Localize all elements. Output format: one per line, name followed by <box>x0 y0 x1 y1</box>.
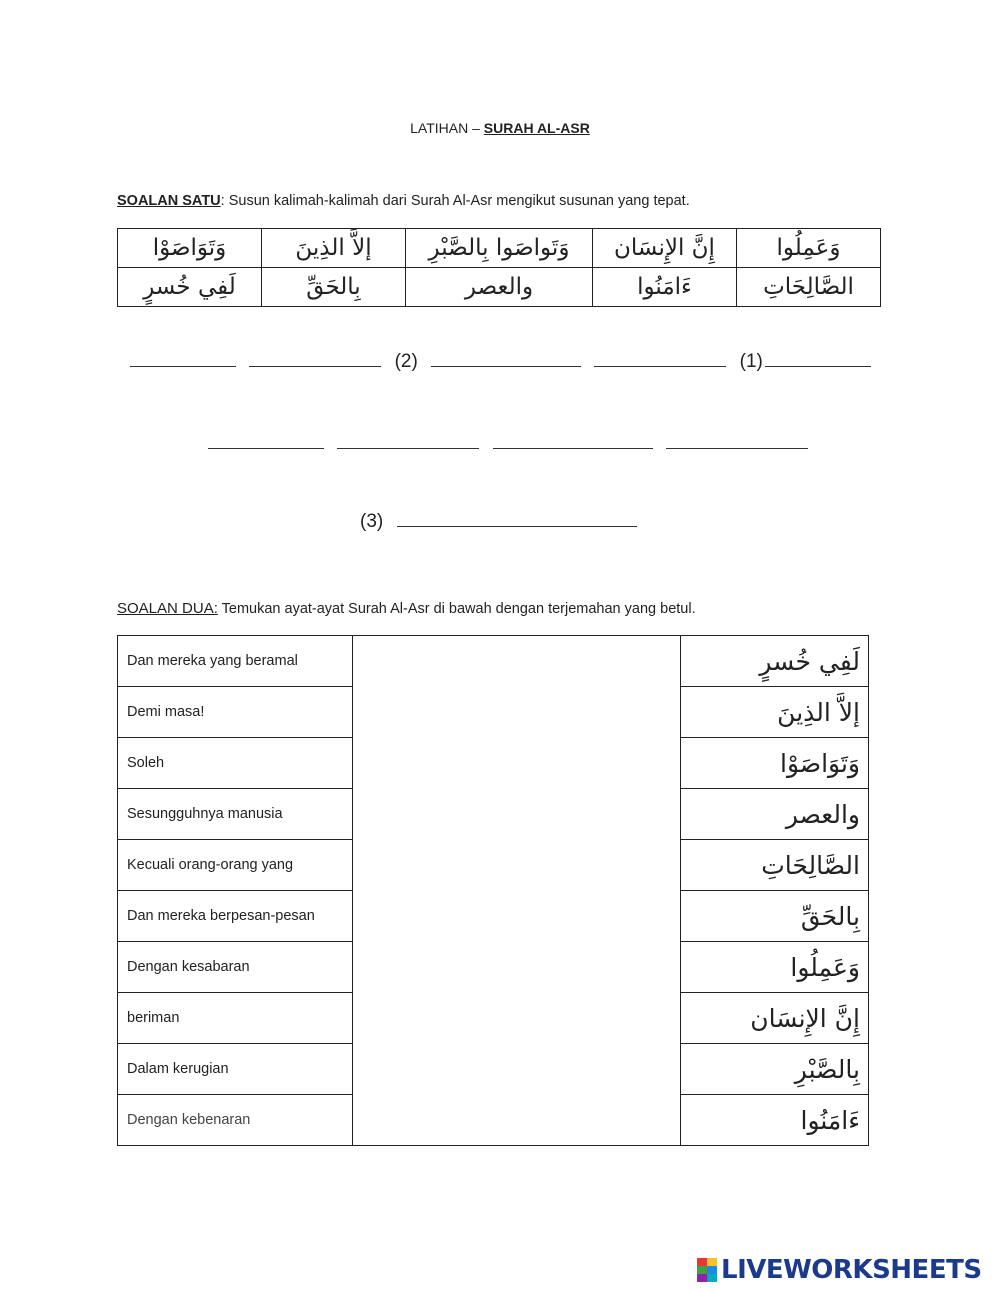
word-cell: وَتَواصَوا بِالصَّبْرِ <box>406 229 593 268</box>
question-one-heading <box>117 193 690 209</box>
question-one-instruction: : Susun kalimah-kalimah dari Surah Al-Asr mengikut susunan yang tepat. <box>220 193 690 209</box>
answer-line-2 <box>208 432 808 455</box>
word-row <box>118 229 881 268</box>
malay-cell[interactable]: Soleh <box>118 738 353 789</box>
logo-text: LIVEWORKSHEETS <box>721 1255 982 1285</box>
logo-mark-icon <box>697 1258 717 1282</box>
answer-blank[interactable] <box>397 510 637 527</box>
answer-blank[interactable] <box>208 432 324 449</box>
answer-blank[interactable] <box>594 350 726 367</box>
word-cell: إِنَّ الإِنسَان <box>593 229 737 268</box>
word-cell: والعصر <box>406 268 593 307</box>
malay-cell[interactable]: Dalam kerugian <box>118 1044 353 1095</box>
malay-cell[interactable]: Kecuali orang-orang yang <box>118 840 353 891</box>
word-row <box>118 268 881 307</box>
answer-blank[interactable] <box>666 432 808 449</box>
arabic-cell[interactable]: إلاَّ الذِينَ <box>681 687 869 738</box>
answer-blank[interactable] <box>493 432 653 449</box>
arabic-cell[interactable]: ءَامَنُوا <box>681 1095 869 1146</box>
answer-number: (1) <box>739 351 763 372</box>
logo-square <box>707 1258 717 1266</box>
question-two-label: SOALAN DUA: <box>117 600 218 617</box>
arabic-cell[interactable]: الصَّالِحَاتِ <box>681 840 869 891</box>
arabic-cell[interactable]: بِالحَقِّ <box>681 891 869 942</box>
word-table <box>117 228 881 307</box>
answer-blank[interactable] <box>337 432 479 449</box>
answer-blank[interactable] <box>431 350 581 367</box>
word-cell: إلاَّ الذِينَ <box>262 229 406 268</box>
title-main: SURAH AL-ASR <box>483 120 590 136</box>
title-prefix: LATIHAN – <box>410 120 484 136</box>
word-cell: الصَّالِحَاتِ <box>737 268 881 307</box>
answer-number: (2) <box>394 351 418 372</box>
malay-cell[interactable]: beriman <box>118 993 353 1044</box>
malay-cell[interactable]: Dan mereka yang beramal <box>118 636 353 687</box>
logo-square <box>697 1258 707 1266</box>
matching-table <box>117 635 869 1146</box>
word-cell: وَتَوَاصَوْا <box>118 229 262 268</box>
question-two-heading <box>117 600 696 617</box>
word-cell: بِالحَقِّ <box>262 268 406 307</box>
malay-cell[interactable]: Dan mereka berpesan-pesan <box>118 891 353 942</box>
arabic-cell[interactable]: وَعَمِلُوا <box>681 942 869 993</box>
word-cell: وَعَمِلُوا <box>737 229 881 268</box>
logo-square <box>697 1274 707 1282</box>
answer-blank[interactable] <box>765 350 871 367</box>
answer-blank[interactable] <box>130 350 236 367</box>
malay-cell[interactable]: Sesungguhnya manusia <box>118 789 353 840</box>
page-title <box>0 120 1000 136</box>
arabic-cell[interactable]: والعصر <box>681 789 869 840</box>
arabic-cell[interactable]: لَفِي خُسرٍ <box>681 636 869 687</box>
question-one-label: SOALAN SATU <box>117 193 221 209</box>
table-row <box>118 636 869 687</box>
answer-line-1 <box>130 350 871 373</box>
malay-cell[interactable]: Demi masa! <box>118 687 353 738</box>
matching-area[interactable] <box>353 636 681 1146</box>
malay-cell[interactable]: Dengan kebenaran <box>118 1095 353 1146</box>
answer-blank[interactable] <box>249 350 381 367</box>
logo-square <box>707 1274 717 1282</box>
arabic-cell[interactable]: وَتَوَاصَوْا <box>681 738 869 789</box>
question-two-instruction: Temukan ayat-ayat Surah Al-Asr di bawah dengan terjemahan yang betul. <box>217 601 696 617</box>
logo-square <box>707 1266 717 1274</box>
arabic-cell[interactable]: بِالصَّبْرِ <box>681 1044 869 1095</box>
word-cell: لَفِي خُسرٍ <box>118 268 262 307</box>
malay-cell[interactable]: Dengan kesabaran <box>118 942 353 993</box>
arabic-cell[interactable]: إِنَّ الإِنسَان <box>681 993 869 1044</box>
liveworksheets-logo <box>697 1255 982 1285</box>
answer-number: (3) <box>360 511 384 532</box>
answer-line-3 <box>352 510 637 533</box>
word-cell: ءَامَنُوا <box>593 268 737 307</box>
logo-square <box>697 1266 707 1274</box>
